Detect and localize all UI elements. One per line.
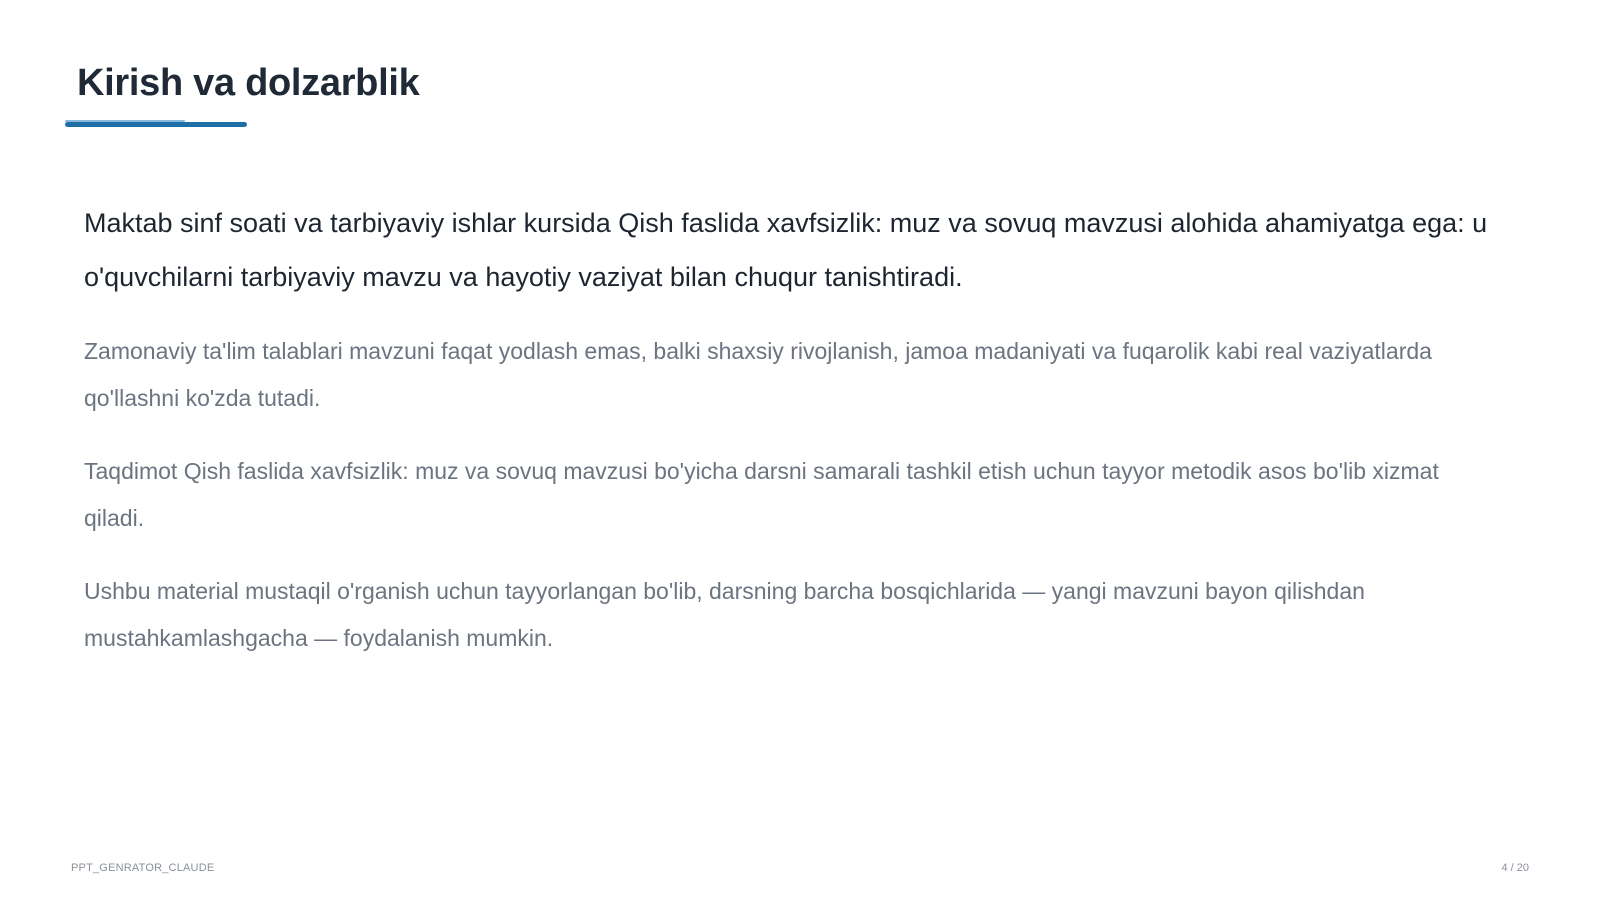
body-paragraph-2: Taqdimot Qish faslida xavfsizlik: muz va sovuq mavzusi bo'yicha darsni samarali tashkil etish uchun tayyor metodik asos bo'lib xizmat qiladi. <box>84 458 1439 531</box>
title-underline <box>65 122 247 127</box>
body-paragraph-1: Zamonaviy ta'lim talablari mavzuni faqat yodlash emas, balki shaxsiy rivojlanish, jamoa madaniyati va fuqarolik kabi real vaziyatlarda qo'llashni ko'zda tutadi. <box>84 338 1432 411</box>
body-paragraph-3: Ushbu material mustaqil o'rganish uchun tayyorlangan bo'lib, darsning barcha bosqichlarida — yangi mavzuni bayon qilishdan mustahkamlashgacha — foydalanish mumkin. <box>84 578 1365 651</box>
page-indicator: 4 / 20 <box>1501 862 1529 874</box>
lead-paragraph: Maktab sinf soati va tarbiyaviy ishlar kursida Qish faslida xavfsizlik: muz va sovuq mavzusi alohida ahamiyatga ega: u o'quvchilarni tarbiyaviy mavzu va hayotiy vaziyat bilan chuqur tanishtiradi. <box>84 208 1488 292</box>
slide-title: Kirish va dolzarblik <box>77 62 420 104</box>
slide-content <box>84 196 1494 688</box>
footer-brand: PPT_GENRATOR_CLAUDE <box>71 862 215 874</box>
title-underline-accent <box>65 120 185 122</box>
